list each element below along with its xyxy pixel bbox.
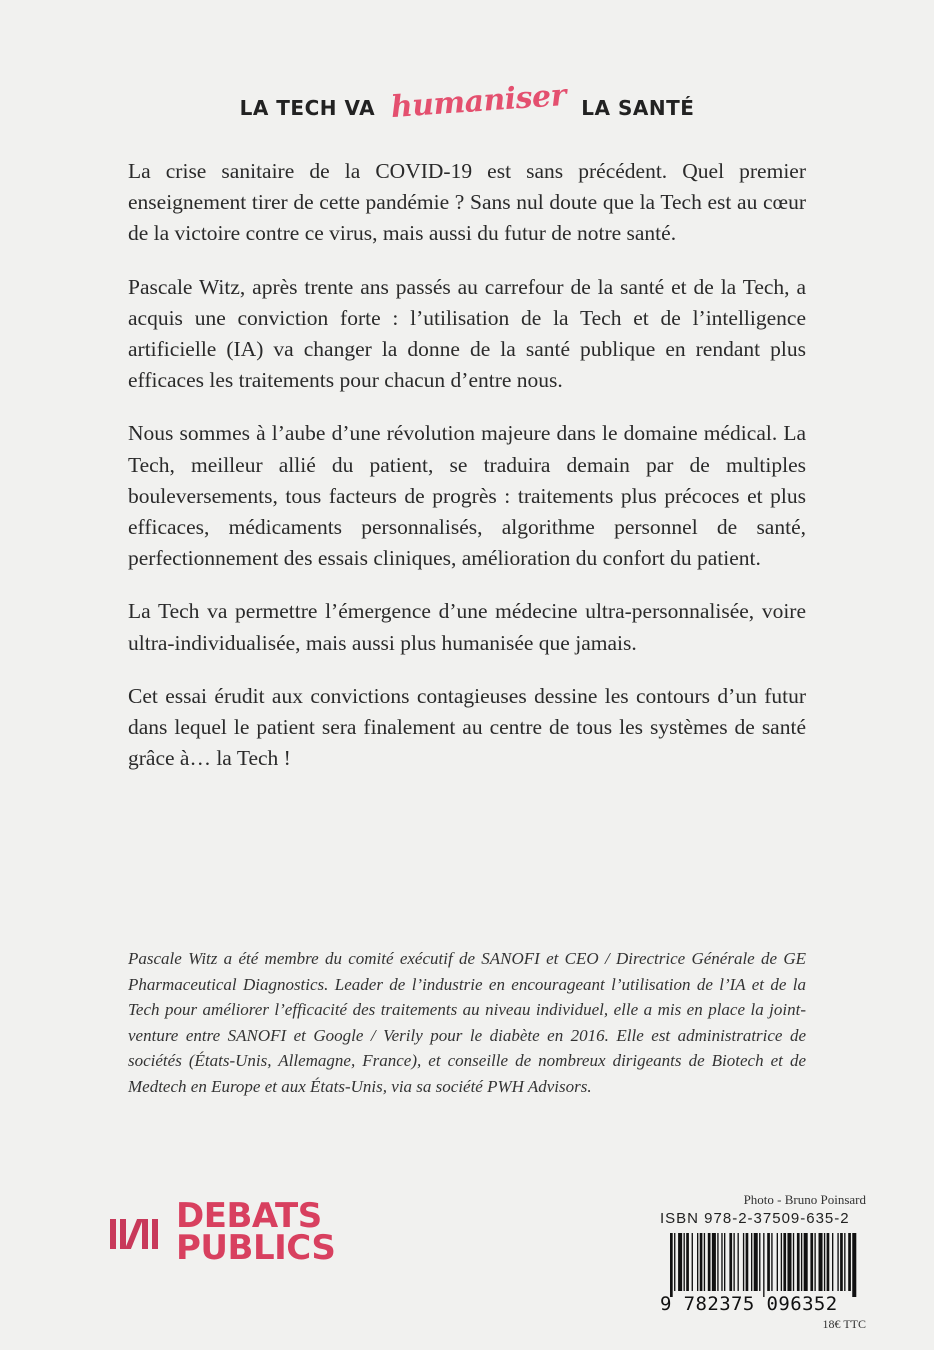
headline (0, 77, 934, 126)
barcode-bar (827, 1233, 830, 1291)
barcode-bar (844, 1233, 845, 1291)
barcode-bar (801, 1233, 802, 1291)
barcode-bar (781, 1233, 782, 1291)
barcode-bar (759, 1233, 760, 1291)
barcode-bar (738, 1233, 739, 1291)
barcode-bar (852, 1233, 856, 1297)
barcode-bar (712, 1233, 716, 1291)
photo-credit: Photo - Bruno Poinsard (743, 1192, 866, 1207)
barcode-bar (783, 1233, 786, 1291)
barcode-bar (787, 1233, 791, 1291)
barcode-bar (717, 1233, 718, 1291)
barcode-bar (708, 1233, 711, 1291)
barcode-bar (670, 1233, 673, 1297)
headline-part-2: LA SANTÉ (581, 96, 695, 120)
barcode-bar (754, 1233, 758, 1291)
barcode-bar (686, 1233, 689, 1291)
barcode-block (656, 1192, 866, 1332)
barcode-bar (697, 1233, 698, 1291)
barcode-bar (724, 1233, 725, 1291)
barcode-digits: 9 782375 096352 (660, 1293, 838, 1315)
barcode-bar (804, 1233, 808, 1291)
barcode-bar (810, 1233, 813, 1291)
price: 18€ TTC (822, 1317, 866, 1331)
barcode-bar (729, 1233, 732, 1291)
blurb-paragraph-1: La crise sanitaire de la COVID-19 est sans précédent. Quel premier enseignement tirer de cette pandémie ? Sans nul doute que la Tech est au cœur de la victoire contre ce virus, mais aussi du futur de notre santé. (128, 159, 806, 246)
barcode-bar (751, 1233, 752, 1291)
blurb-paragraph-4: La Tech va permettre l’émergence d’une médecine ultra-personnalisée, voire ultra-individualisée, mais aussi plus humanisée que jamais. (128, 599, 806, 655)
barcode-bar (848, 1233, 851, 1291)
blurb-paragraph-2: Pascale Witz, après trente ans passés au carrefour de la santé et de la Tech, a acquis une conviction forte : l’utilisation de la Tech et de l’intelligence artificielle (IA) va changer la donne de la santé publique en rendant plus efficaces les traitements pour chacun d’entre nous. (128, 274, 806, 393)
barcode-bar (733, 1233, 734, 1291)
barcode-bar (819, 1233, 823, 1291)
barcode-bar (837, 1233, 838, 1291)
barcode-bar (743, 1233, 744, 1291)
isbn: ISBN 978-2-37509-635-2 (660, 1210, 850, 1227)
barcode-bars-icon (670, 1233, 860, 1297)
barcode-bar (684, 1233, 685, 1291)
barcode-bar (840, 1233, 843, 1291)
barcode-bar (824, 1233, 825, 1291)
author-bio: Pascale Witz a été membre du comité exécutif de SANOFI et CEO / Directrice Générale de GE Pharmaceutical Diagnostics. Leader de l’industrie en encourageant l’utilisation de l’IA et de la Tech pour améliorer l’efficacité des traitements au niveau individuel, elle a mis en place la joint-venture entre SANOFI et Google / Verily pour le diabète en 2016. Elle est administratrice de sociétés (États-Unis, Allemagne, France), et conseille de nombreux dirigeants de Biotech et de Medtech en Europe et aux États-Unis, via sa société PWH Advisors. (128, 949, 806, 1096)
barcode-bar (767, 1233, 770, 1291)
barcode-bar (793, 1233, 794, 1291)
barcode-bar (777, 1233, 778, 1291)
barcode-bar (814, 1233, 815, 1291)
barcode-bar (771, 1233, 772, 1291)
barcode-bar (692, 1233, 693, 1291)
barcode-bar (746, 1233, 749, 1291)
headline-script-word: humaniser (389, 77, 567, 126)
publisher-mark-icon (110, 1213, 160, 1251)
publisher-logo (110, 1196, 336, 1268)
barcode-bar (674, 1233, 675, 1291)
barcode-bar (832, 1233, 833, 1291)
publisher-name (176, 1196, 336, 1268)
barcode (660, 1233, 862, 1315)
barcode-bar (700, 1233, 703, 1291)
blurb-paragraph-3: Nous sommes à l’aube d’une révolution majeure dans le domaine médical. La Tech, meilleur allié du patient, se traduira demain par de multiples bouleversements, tous facteurs de progrès : traitements plus précoces et plus efficaces, médicaments personnalisés, algorithme personnel de santé, perfectionnement des essais cliniques, amélioration du confort du patient. (128, 421, 806, 571)
publisher-name-line-2: PUBLICS (176, 1228, 336, 1268)
barcode-bar (721, 1233, 722, 1291)
barcode-bar (678, 1233, 682, 1291)
barcode-bar (704, 1233, 705, 1291)
headline-part-1: LA TECH VA (239, 96, 376, 120)
blurb (128, 156, 806, 796)
blurb-paragraph-5: Cet essai érudit aux convictions contagieuses dessine les contours d’un futur dans lequel le patient sera finalement au centre de tous les systèmes de santé grâce à… la Tech ! (128, 683, 806, 771)
barcode-bar (797, 1233, 800, 1291)
barcode-bar (763, 1233, 764, 1297)
publisher-name-line-1: DEBATS (176, 1196, 322, 1236)
